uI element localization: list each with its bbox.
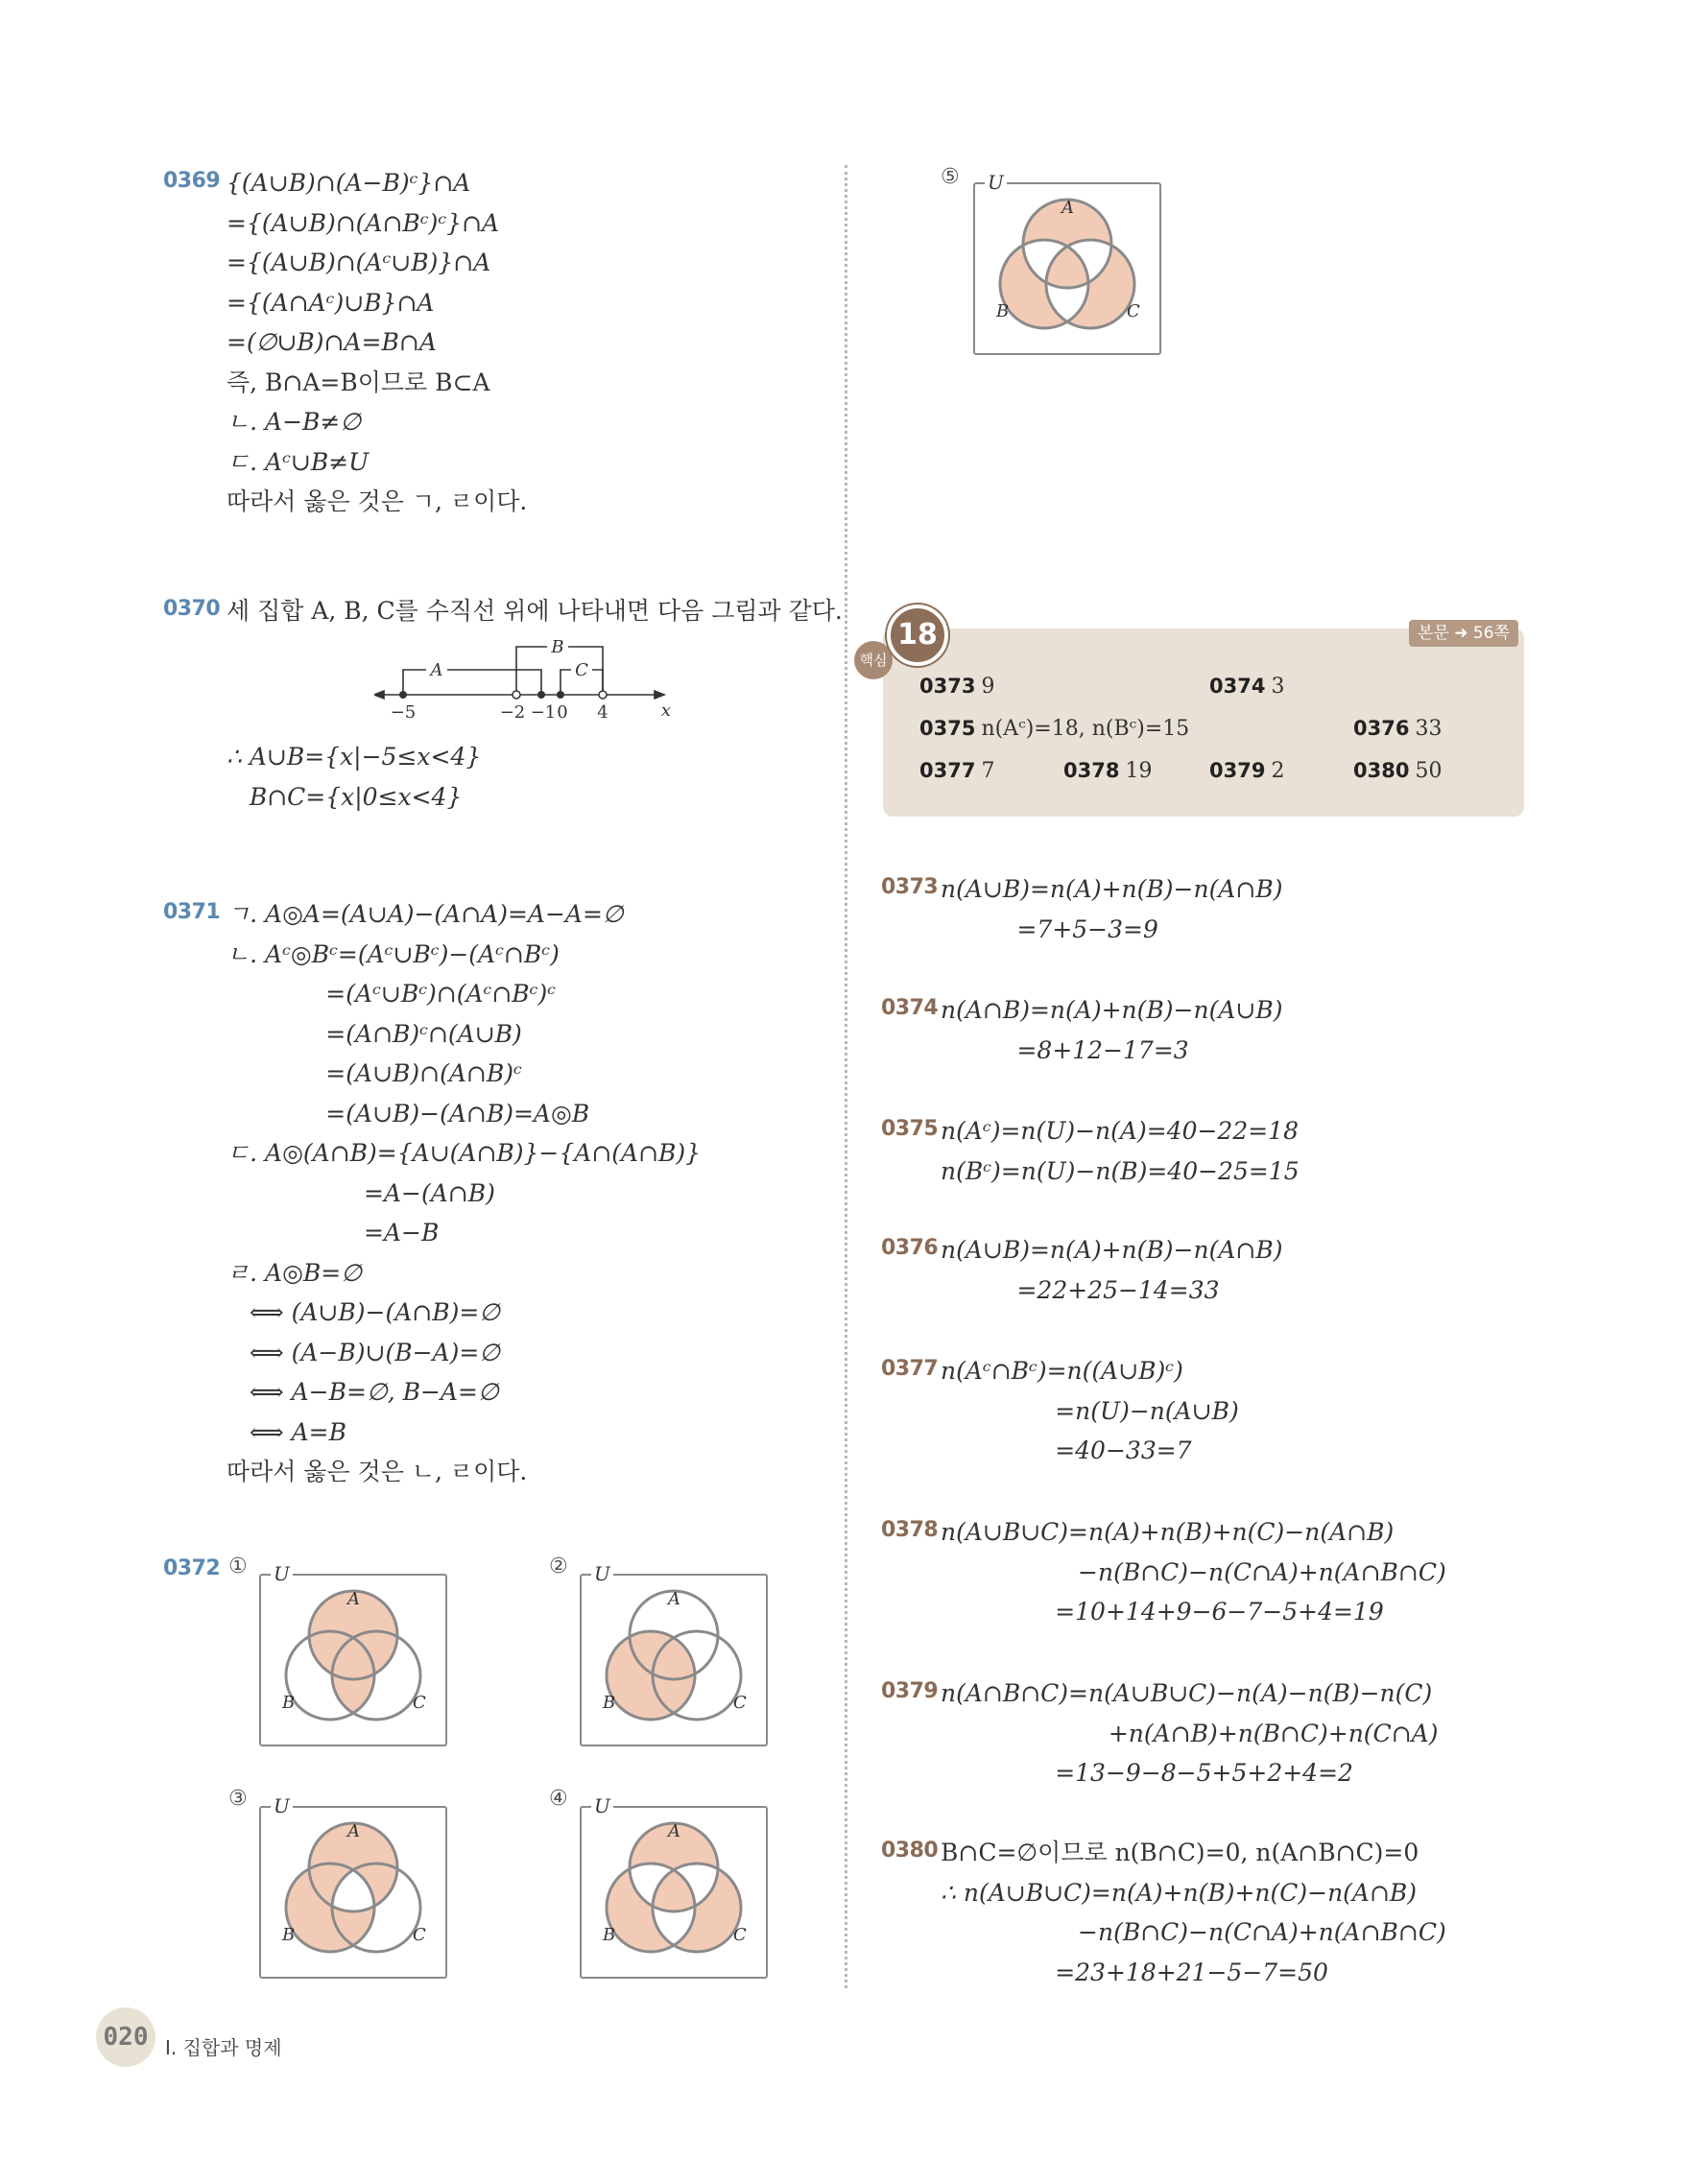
tick-label: 0 (557, 702, 568, 723)
solution-line: ⟺ A−B=∅, B−A=∅ (227, 1378, 499, 1406)
universal-set-label: U (591, 1794, 613, 1817)
set-c-label: C (733, 1925, 747, 1945)
set-c-label: C (413, 1693, 426, 1713)
venn-diagram (580, 1562, 768, 1746)
solution-line: {(A∪B)∩(A−B)ᶜ}∩A (227, 169, 471, 197)
summary-item-0378: 0378 19 (1063, 759, 1153, 783)
summary-item-0375: 0375 n(Aᶜ)=18, n(Bᶜ)=15 (919, 717, 1190, 741)
solution-line: =40−33=7 (941, 1436, 1192, 1464)
solution-line: =10+14+9−6−7−5+4=19 (941, 1598, 1384, 1626)
set-b-label: B (282, 1693, 296, 1713)
page-reference-tag: 본문 ➜ 56쪽 (1409, 620, 1518, 647)
solution-line: +n(A∩B)+n(B∩C)+n(C∩A) (941, 1719, 1439, 1747)
summary-item-0374: 0374 3 (1209, 675, 1285, 699)
problem-number: 0378 (881, 1518, 939, 1542)
solution-line: ⟺ (A∪B)−(A∩B)=∅ (227, 1298, 501, 1326)
problem-number: 0371 (163, 900, 221, 924)
set-b-label: B (603, 1925, 616, 1945)
problem-number: 0375 (881, 1117, 939, 1141)
solution-line: n(Bᶜ)=n(U)−n(B)=40−25=15 (941, 1156, 1300, 1185)
solution-lines (941, 1111, 1300, 1191)
venn-diagram (580, 1794, 768, 1979)
venn-diagram (973, 171, 1161, 355)
problem-number: 0377 (881, 1357, 939, 1381)
set-c-label: C (1127, 301, 1140, 321)
solution-lines (227, 894, 701, 1492)
solution-line: ㄴ. A−B≠∅ (227, 408, 362, 436)
solution-line: n(A∩B)=n(A)+n(B)−n(A∪B) (941, 996, 1283, 1024)
solution-line: B∩C=∅이므로 n(B∩C)=0, n(A∩B∩C)=0 (941, 1839, 1419, 1866)
interval-b-label: B (551, 639, 564, 657)
problem-number: 0376 (881, 1236, 939, 1260)
solution-line: ={(A∪B)∩(Aᶜ∪B)}∩A (227, 249, 491, 276)
intro-text: 세 집합 A, B, C를 수직선 위에 나타내면 다음 그림과 같다. (227, 597, 843, 625)
universal-set-label: U (271, 1562, 293, 1585)
solution-line: n(Aᶜ∩Bᶜ)=n((A∪B)ᶜ) (941, 1357, 1183, 1385)
summary-item-0380: 0380 50 (1353, 759, 1443, 783)
solution-line: ㄴ. Aᶜ◎Bᶜ=(Aᶜ∪Bᶜ)−(Aᶜ∩Bᶜ) (227, 939, 560, 968)
interval-a-label: A (430, 660, 443, 680)
set-c-label: C (413, 1925, 426, 1945)
problem-number: 0373 (881, 875, 939, 899)
solution-lines (941, 869, 1282, 949)
solution-line: ㄷ. A◎(A∩B)={A∪(A∩B)}−{A∩(A∩B)} (227, 1139, 702, 1167)
solution-lines (227, 591, 843, 631)
universal-set-label: U (985, 171, 1007, 194)
solution-lines (941, 1674, 1438, 1793)
solution-line: =(A∪B)∩(A∩B)ᶜ (227, 1059, 522, 1087)
solution-line: =(A∩B)ᶜ∩(A∪B) (227, 1019, 522, 1048)
set-a-label: A (1061, 198, 1074, 218)
solution-line: =7+5−3=9 (941, 914, 1158, 943)
core-tag: 핵심 (854, 641, 893, 679)
number-line-diagram (374, 639, 681, 735)
core-summary-box (883, 629, 1524, 817)
solution-line: 따라서 옳은 것은 ㄴ, ㄹ이다. (227, 1458, 528, 1485)
problem-number: 0379 (881, 1679, 939, 1703)
solution-line: =A−B (227, 1219, 440, 1246)
set-b-label: B (603, 1693, 616, 1713)
set-b-label: B (996, 301, 1010, 321)
solution-line: ㄹ. A◎B=∅ (227, 1258, 363, 1287)
solution-line: =8+12−17=3 (941, 1035, 1189, 1064)
solution-line: ⟺ A=B (227, 1417, 346, 1446)
choice-number: ② (549, 1555, 568, 1579)
set-a-label: A (347, 1589, 360, 1609)
solution-line: =22+25−14=33 (941, 1275, 1220, 1304)
summary-item-0379: 0379 2 (1209, 759, 1285, 783)
interval-c-label: C (575, 660, 588, 680)
tick-label: −5 (390, 702, 417, 723)
solution-line: ={(A∪B)∩(A∩Bᶜ)ᶜ}∩A (227, 208, 500, 237)
solution-line: =n(U)−n(A∪B) (941, 1396, 1239, 1425)
solution-line: B∩C={x|0≤x<4} (227, 782, 463, 811)
solution-line: ∴ n(A∪B∪C)=n(A)+n(B)+n(C)−n(A∩B) (941, 1878, 1418, 1907)
solution-line: ㄷ. Aᶜ∪B≠U (227, 447, 370, 476)
set-a-label: A (347, 1821, 360, 1841)
choice-number: ④ (549, 1787, 568, 1811)
summary-item-0373: 0373 9 (919, 675, 995, 699)
set-c-label: C (733, 1693, 747, 1713)
set-a-label: A (668, 1821, 680, 1841)
solution-line: n(A∪B∪C)=n(A)+n(B)+n(C)−n(A∩B) (941, 1518, 1395, 1546)
tick-label: 4 (597, 702, 608, 723)
set-b-label: B (282, 1925, 296, 1945)
column-divider (845, 165, 847, 1988)
solution-line: −n(B∩C)−n(C∩A)+n(A∩B∩C) (941, 1557, 1446, 1586)
chapter-title: I. 집합과 명제 (165, 2036, 282, 2059)
solution-line: ∴ A∪B={x|−5≤x<4} (227, 743, 482, 771)
axis-var-label: x (660, 700, 672, 721)
solution-lines (941, 1351, 1239, 1471)
solution-line: =23+18+21−5−7=50 (941, 1958, 1328, 1986)
solution-line: =13−9−8−5+5+2+4=2 (941, 1759, 1353, 1787)
solution-lines (941, 1512, 1446, 1632)
universal-set-label: U (591, 1562, 613, 1585)
tick-label: −2 (499, 702, 526, 723)
choice-number: ⑤ (941, 165, 960, 189)
universal-set-label: U (271, 1794, 293, 1817)
section-badge: 18 (887, 605, 948, 666)
solution-line: ={(A∩Aᶜ)∪B}∩A (227, 288, 435, 317)
solution-line: n(A∩B∩C)=n(A∪B∪C)−n(A)−n(B)−n(C) (941, 1679, 1433, 1707)
solution-lines (227, 737, 481, 817)
solution-line: n(A∪B)=n(A)+n(B)−n(A∩B) (941, 1236, 1283, 1264)
set-a-label: A (668, 1589, 680, 1609)
choice-number: ③ (228, 1787, 248, 1811)
solution-line: −n(B∩C)−n(C∩A)+n(A∩B∩C) (941, 1918, 1446, 1946)
solution-line: ⟺ (A−B)∪(B−A)=∅ (227, 1338, 501, 1366)
tick-label: −1 (530, 702, 557, 723)
solution-line: =(A∪B)−(A∩B)=A◎B (227, 1099, 590, 1128)
solution-line: 따라서 옳은 것은 ㄱ, ㄹ이다. (227, 487, 528, 515)
summary-item-0376: 0376 33 (1353, 717, 1443, 741)
page-number: 020 (96, 2007, 155, 2067)
solution-lines (941, 1230, 1282, 1310)
problem-number: 0372 (163, 1556, 221, 1580)
solution-line: =(∅∪B)∩A=B∩A (227, 328, 437, 356)
problem-number: 0380 (881, 1839, 939, 1863)
solution-lines (227, 163, 527, 522)
solution-line: 즉, B∩A=B이므로 B⊂A (227, 368, 490, 396)
solution-line: ㄱ. A◎A=(A∪A)−(A∩A)=A−A=∅ (227, 900, 624, 928)
solution-line: n(A∪B)=n(A)+n(B)−n(A∩B) (941, 875, 1283, 903)
problem-number: 0370 (163, 597, 221, 621)
venn-diagram (259, 1562, 447, 1746)
problem-number: 0374 (881, 996, 939, 1020)
solution-line: =(Aᶜ∪Bᶜ)∩(Aᶜ∩Bᶜ)ᶜ (227, 980, 557, 1008)
problem-number: 0369 (163, 169, 221, 193)
venn-diagram (259, 1794, 447, 1979)
choice-number: ① (228, 1555, 248, 1579)
summary-item-0377: 0377 7 (919, 759, 995, 783)
solution-lines (941, 990, 1282, 1070)
solution-line: n(Aᶜ)=n(U)−n(A)=40−22=18 (941, 1117, 1299, 1145)
solution-lines (941, 1833, 1446, 1992)
solution-line: =A−(A∩B) (227, 1178, 495, 1207)
